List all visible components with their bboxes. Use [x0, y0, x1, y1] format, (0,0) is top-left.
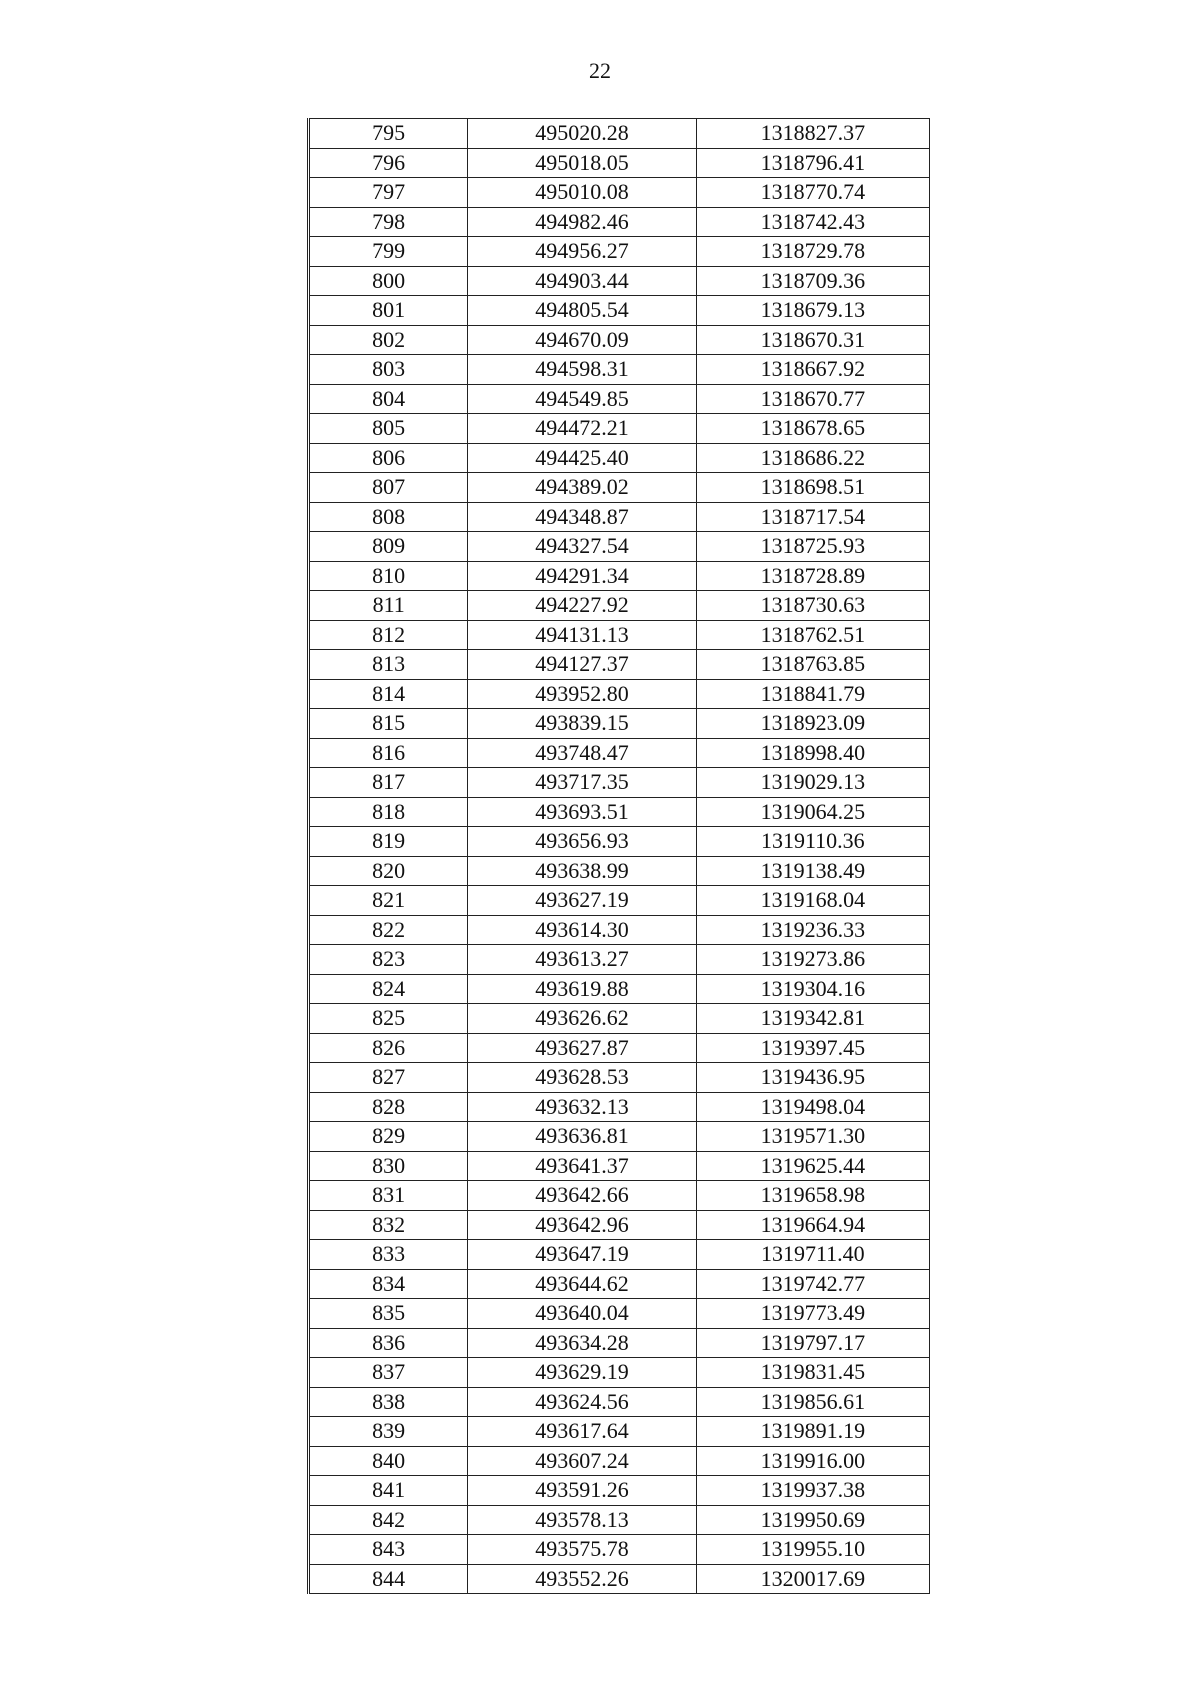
x-coordinate-cell: 493632.13: [468, 1092, 696, 1122]
y-coordinate-cell: 1318709.36: [696, 266, 929, 296]
table-row: [309, 1033, 930, 1063]
x-coordinate-cell: 494903.44: [468, 266, 696, 296]
y-coordinate-cell: 1319856.61: [696, 1387, 929, 1417]
y-coordinate-cell: 1318770.74: [696, 178, 929, 208]
y-coordinate-cell: 1318742.43: [696, 207, 929, 237]
table-row: [309, 1535, 930, 1565]
x-coordinate-cell: 493628.53: [468, 1063, 696, 1093]
x-coordinate-cell: 493641.37: [468, 1151, 696, 1181]
y-coordinate-cell: 1318667.92: [696, 355, 929, 385]
x-coordinate-cell: 495018.05: [468, 148, 696, 178]
x-coordinate-cell: 494982.46: [468, 207, 696, 237]
x-coordinate-cell: 495010.08: [468, 178, 696, 208]
point-number-cell: 843: [309, 1535, 468, 1565]
point-number-cell: 833: [309, 1240, 468, 1270]
x-coordinate-cell: 493638.99: [468, 856, 696, 886]
point-number-cell: 823: [309, 945, 468, 975]
point-number-cell: 824: [309, 974, 468, 1004]
table-row: [309, 1122, 930, 1152]
point-number-cell: 817: [309, 768, 468, 798]
table-row: [309, 207, 930, 237]
x-coordinate-cell: 493748.47: [468, 738, 696, 768]
point-number-cell: 820: [309, 856, 468, 886]
x-coordinate-cell: 494956.27: [468, 237, 696, 267]
table-row: [309, 679, 930, 709]
point-number-cell: 814: [309, 679, 468, 709]
x-coordinate-cell: 493636.81: [468, 1122, 696, 1152]
point-number-cell: 795: [309, 119, 468, 149]
table-row: [309, 1328, 930, 1358]
point-number-cell: 842: [309, 1505, 468, 1535]
y-coordinate-cell: 1319937.38: [696, 1476, 929, 1506]
y-coordinate-cell: 1320017.69: [696, 1564, 929, 1594]
table-row: [309, 797, 930, 827]
point-number-cell: 837: [309, 1358, 468, 1388]
y-coordinate-cell: 1319571.30: [696, 1122, 929, 1152]
y-coordinate-cell: 1318725.93: [696, 532, 929, 562]
y-coordinate-cell: 1319664.94: [696, 1210, 929, 1240]
x-coordinate-cell: 493640.04: [468, 1299, 696, 1329]
y-coordinate-cell: 1318923.09: [696, 709, 929, 739]
x-coordinate-cell: 494227.92: [468, 591, 696, 621]
x-coordinate-cell: 494425.40: [468, 443, 696, 473]
point-number-cell: 831: [309, 1181, 468, 1211]
point-number-cell: 809: [309, 532, 468, 562]
y-coordinate-cell: 1319304.16: [696, 974, 929, 1004]
point-number-cell: 844: [309, 1564, 468, 1594]
table-row: [309, 738, 930, 768]
table-row: [309, 1004, 930, 1034]
x-coordinate-cell: 493644.62: [468, 1269, 696, 1299]
y-coordinate-cell: 1319625.44: [696, 1151, 929, 1181]
table-row: [309, 709, 930, 739]
x-coordinate-cell: 493839.15: [468, 709, 696, 739]
table-row: [309, 1063, 930, 1093]
table-row: [309, 1476, 930, 1506]
table-row: [309, 119, 930, 149]
table-row: [309, 237, 930, 267]
table-row: [309, 1358, 930, 1388]
point-number-cell: 806: [309, 443, 468, 473]
table-row: [309, 856, 930, 886]
point-number-cell: 827: [309, 1063, 468, 1093]
point-number-cell: 798: [309, 207, 468, 237]
table-row: [309, 1151, 930, 1181]
y-coordinate-cell: 1318670.31: [696, 325, 929, 355]
y-coordinate-cell: 1319773.49: [696, 1299, 929, 1329]
coordinates-table-body: [309, 119, 930, 1594]
point-number-cell: 819: [309, 827, 468, 857]
x-coordinate-cell: 493627.19: [468, 886, 696, 916]
y-coordinate-cell: 1319342.81: [696, 1004, 929, 1034]
table-row: [309, 974, 930, 1004]
table-row: [309, 325, 930, 355]
y-coordinate-cell: 1318728.89: [696, 561, 929, 591]
table-row: [309, 1564, 930, 1594]
table-row: [309, 296, 930, 326]
y-coordinate-cell: 1318841.79: [696, 679, 929, 709]
y-coordinate-cell: 1319916.00: [696, 1446, 929, 1476]
x-coordinate-cell: 493634.28: [468, 1328, 696, 1358]
x-coordinate-cell: 493575.78: [468, 1535, 696, 1565]
table-row: [309, 945, 930, 975]
table-row: [309, 1505, 930, 1535]
x-coordinate-cell: 493613.27: [468, 945, 696, 975]
y-coordinate-cell: 1319950.69: [696, 1505, 929, 1535]
coordinates-table: [307, 118, 930, 1594]
point-number-cell: 839: [309, 1417, 468, 1447]
y-coordinate-cell: 1319064.25: [696, 797, 929, 827]
x-coordinate-cell: 493619.88: [468, 974, 696, 1004]
table-row: [309, 827, 930, 857]
point-number-cell: 812: [309, 620, 468, 650]
y-coordinate-cell: 1319891.19: [696, 1417, 929, 1447]
table-row: [309, 473, 930, 503]
point-number-cell: 816: [309, 738, 468, 768]
y-coordinate-cell: 1318686.22: [696, 443, 929, 473]
table-row: [309, 1299, 930, 1329]
y-coordinate-cell: 1319955.10: [696, 1535, 929, 1565]
point-number-cell: 841: [309, 1476, 468, 1506]
point-number-cell: 832: [309, 1210, 468, 1240]
y-coordinate-cell: 1318730.63: [696, 591, 929, 621]
table-row: [309, 355, 930, 385]
point-number-cell: 799: [309, 237, 468, 267]
point-number-cell: 813: [309, 650, 468, 680]
x-coordinate-cell: 493552.26: [468, 1564, 696, 1594]
x-coordinate-cell: 494131.13: [468, 620, 696, 650]
y-coordinate-cell: 1319110.36: [696, 827, 929, 857]
point-number-cell: 822: [309, 915, 468, 945]
point-number-cell: 825: [309, 1004, 468, 1034]
y-coordinate-cell: 1318678.65: [696, 414, 929, 444]
y-coordinate-cell: 1319831.45: [696, 1358, 929, 1388]
x-coordinate-cell: 493627.87: [468, 1033, 696, 1063]
x-coordinate-cell: 494670.09: [468, 325, 696, 355]
point-number-cell: 834: [309, 1269, 468, 1299]
y-coordinate-cell: 1319273.86: [696, 945, 929, 975]
table-row: [309, 1417, 930, 1447]
table-row: [309, 443, 930, 473]
x-coordinate-cell: 493629.19: [468, 1358, 696, 1388]
point-number-cell: 802: [309, 325, 468, 355]
table-row: [309, 561, 930, 591]
table-row: [309, 384, 930, 414]
point-number-cell: 808: [309, 502, 468, 532]
y-coordinate-cell: 1319168.04: [696, 886, 929, 916]
point-number-cell: 800: [309, 266, 468, 296]
x-coordinate-cell: 493693.51: [468, 797, 696, 827]
table-row: [309, 915, 930, 945]
y-coordinate-cell: 1318729.78: [696, 237, 929, 267]
x-coordinate-cell: 493591.26: [468, 1476, 696, 1506]
x-coordinate-cell: 494805.54: [468, 296, 696, 326]
point-number-cell: 818: [309, 797, 468, 827]
y-coordinate-cell: 1319138.49: [696, 856, 929, 886]
point-number-cell: 835: [309, 1299, 468, 1329]
y-coordinate-cell: 1319797.17: [696, 1328, 929, 1358]
table-row: [309, 1210, 930, 1240]
point-number-cell: 830: [309, 1151, 468, 1181]
table-row: [309, 886, 930, 916]
table-row: [309, 1387, 930, 1417]
point-number-cell: 796: [309, 148, 468, 178]
x-coordinate-cell: 493717.35: [468, 768, 696, 798]
x-coordinate-cell: 493624.56: [468, 1387, 696, 1417]
table-row: [309, 1181, 930, 1211]
y-coordinate-cell: 1318827.37: [696, 119, 929, 149]
x-coordinate-cell: 493647.19: [468, 1240, 696, 1270]
table-row: [309, 1269, 930, 1299]
x-coordinate-cell: 494327.54: [468, 532, 696, 562]
point-number-cell: 840: [309, 1446, 468, 1476]
table-row: [309, 591, 930, 621]
table-row: [309, 620, 930, 650]
table-row: [309, 650, 930, 680]
point-number-cell: 805: [309, 414, 468, 444]
y-coordinate-cell: 1319436.95: [696, 1063, 929, 1093]
x-coordinate-cell: 494389.02: [468, 473, 696, 503]
table-row: [309, 148, 930, 178]
x-coordinate-cell: 493656.93: [468, 827, 696, 857]
y-coordinate-cell: 1319498.04: [696, 1092, 929, 1122]
y-coordinate-cell: 1318763.85: [696, 650, 929, 680]
table-row: [309, 1240, 930, 1270]
y-coordinate-cell: 1318762.51: [696, 620, 929, 650]
y-coordinate-cell: 1318670.77: [696, 384, 929, 414]
x-coordinate-cell: 493578.13: [468, 1505, 696, 1535]
table-row: [309, 502, 930, 532]
x-coordinate-cell: 495020.28: [468, 119, 696, 149]
x-coordinate-cell: 494348.87: [468, 502, 696, 532]
y-coordinate-cell: 1319658.98: [696, 1181, 929, 1211]
table-row: [309, 1446, 930, 1476]
table-row: [309, 768, 930, 798]
y-coordinate-cell: 1318698.51: [696, 473, 929, 503]
x-coordinate-cell: 493607.24: [468, 1446, 696, 1476]
y-coordinate-cell: 1319397.45: [696, 1033, 929, 1063]
point-number-cell: 826: [309, 1033, 468, 1063]
y-coordinate-cell: 1319742.77: [696, 1269, 929, 1299]
x-coordinate-cell: 493642.96: [468, 1210, 696, 1240]
point-number-cell: 797: [309, 178, 468, 208]
point-number-cell: 836: [309, 1328, 468, 1358]
point-number-cell: 811: [309, 591, 468, 621]
x-coordinate-cell: 493614.30: [468, 915, 696, 945]
x-coordinate-cell: 494127.37: [468, 650, 696, 680]
y-coordinate-cell: 1318717.54: [696, 502, 929, 532]
table-row: [309, 266, 930, 296]
x-coordinate-cell: 494549.85: [468, 384, 696, 414]
point-number-cell: 838: [309, 1387, 468, 1417]
y-coordinate-cell: 1318796.41: [696, 148, 929, 178]
y-coordinate-cell: 1319029.13: [696, 768, 929, 798]
point-number-cell: 828: [309, 1092, 468, 1122]
point-number-cell: 804: [309, 384, 468, 414]
y-coordinate-cell: 1319711.40: [696, 1240, 929, 1270]
y-coordinate-cell: 1318998.40: [696, 738, 929, 768]
x-coordinate-cell: 493626.62: [468, 1004, 696, 1034]
x-coordinate-cell: 493617.64: [468, 1417, 696, 1447]
table-row: [309, 532, 930, 562]
point-number-cell: 801: [309, 296, 468, 326]
point-number-cell: 807: [309, 473, 468, 503]
x-coordinate-cell: 493642.66: [468, 1181, 696, 1211]
point-number-cell: 803: [309, 355, 468, 385]
y-coordinate-cell: 1318679.13: [696, 296, 929, 326]
x-coordinate-cell: 494291.34: [468, 561, 696, 591]
point-number-cell: 829: [309, 1122, 468, 1152]
table-row: [309, 414, 930, 444]
y-coordinate-cell: 1319236.33: [696, 915, 929, 945]
point-number-cell: 821: [309, 886, 468, 916]
x-coordinate-cell: 494472.21: [468, 414, 696, 444]
table-row: [309, 1092, 930, 1122]
x-coordinate-cell: 493952.80: [468, 679, 696, 709]
point-number-cell: 815: [309, 709, 468, 739]
table-row: [309, 178, 930, 208]
x-coordinate-cell: 494598.31: [468, 355, 696, 385]
page-number: 22: [589, 58, 611, 83]
point-number-cell: 810: [309, 561, 468, 591]
